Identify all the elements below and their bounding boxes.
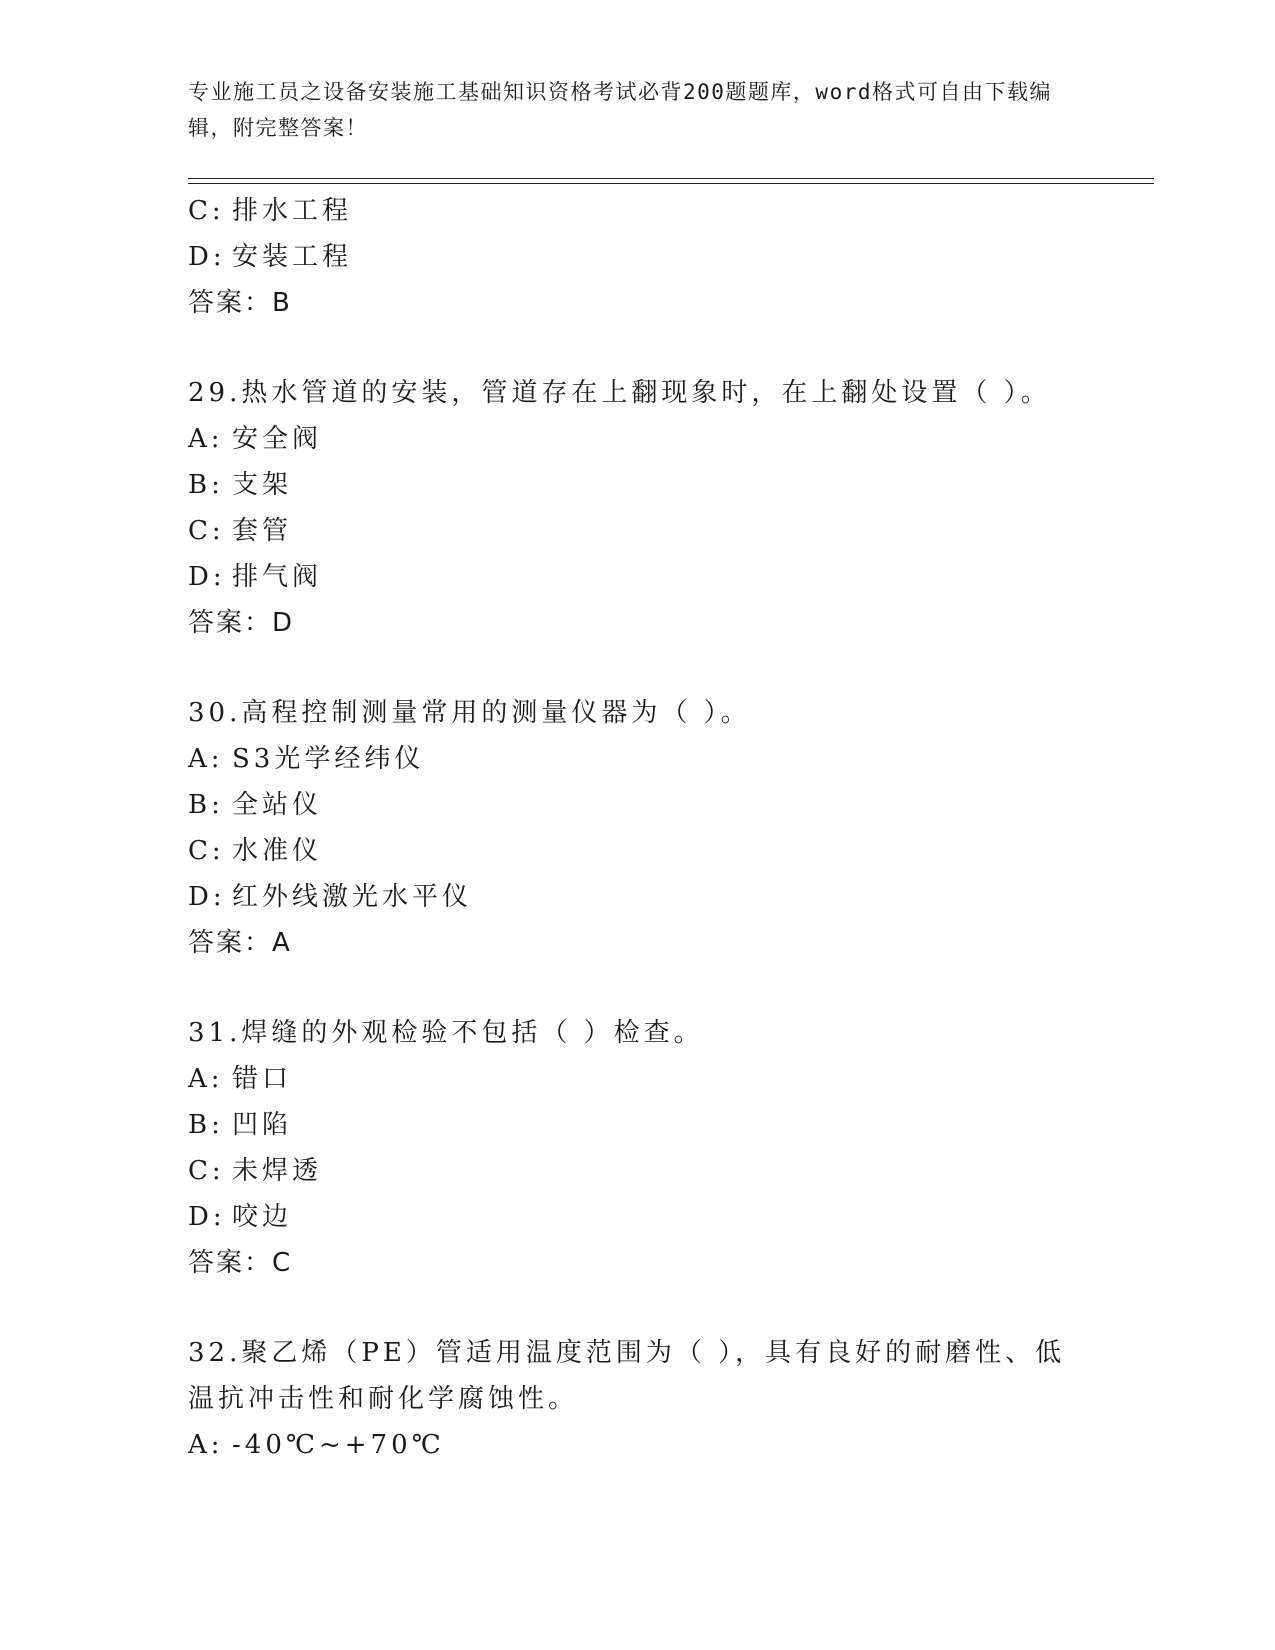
question-list <box>188 188 1088 1468</box>
option-label: A: <box>188 1430 224 1460</box>
option-text: 水准仪 <box>232 836 323 866</box>
option-text: 安装工程 <box>232 242 353 272</box>
option-text: 咬边 <box>232 1202 293 1232</box>
option-a <box>188 736 1088 782</box>
option-text: 安全阀 <box>232 424 323 454</box>
option-text: 红外线激光水平仪 <box>232 882 473 912</box>
option-label: C: <box>188 1156 225 1186</box>
option-text: 全站仪 <box>232 790 323 820</box>
option-c <box>188 1148 1088 1194</box>
option-a <box>188 1422 1088 1468</box>
question-29-stem: 29.热水管道的安装，管道存在上翻现象时，在上翻处设置（ ）。 <box>188 378 1051 408</box>
option-c <box>188 508 1088 554</box>
header-divider-top <box>188 178 1154 179</box>
option-c <box>188 828 1088 874</box>
option-label: D: <box>188 562 226 592</box>
option-text: 排气阀 <box>232 562 323 592</box>
option-label: A: <box>188 744 224 774</box>
option-a <box>188 1056 1088 1102</box>
question-30-stem: 30.高程控制测量常用的测量仪器为（ ）。 <box>188 698 751 728</box>
option-c <box>188 188 1088 234</box>
question-32-stem: 32.聚乙烯（PE）管适用温度范围为（ ），具有良好的耐磨性、低温抗冲击性和耐化学腐蚀性。 <box>188 1338 1066 1414</box>
option-text: 错口 <box>232 1064 293 1094</box>
answer-line: 答案：A <box>188 928 292 958</box>
option-text: 支架 <box>232 470 293 500</box>
option-label: A: <box>188 1064 224 1094</box>
option-b <box>188 462 1088 508</box>
option-label: C: <box>188 196 225 226</box>
header-divider-bottom <box>188 183 1154 184</box>
answer-line: 答案：B <box>188 288 292 318</box>
option-text: 凹陷 <box>232 1110 293 1140</box>
question-31-stem: 31.焊缝的外观检验不包括（ ）检查。 <box>188 1018 704 1048</box>
option-label: B: <box>188 790 224 820</box>
option-label: A: <box>188 424 224 454</box>
option-text: S3光学经纬仪 <box>232 744 425 774</box>
option-d <box>188 874 1088 920</box>
option-d <box>188 554 1088 600</box>
option-text: 排水工程 <box>232 196 353 226</box>
option-a <box>188 416 1088 462</box>
option-text: 套管 <box>232 516 293 546</box>
option-label: D: <box>188 882 226 912</box>
option-label: D: <box>188 1202 226 1232</box>
answer-line: 答案：D <box>188 608 295 638</box>
option-d <box>188 1194 1088 1240</box>
option-label: D: <box>188 242 226 272</box>
option-text: -40℃~+70℃ <box>232 1430 445 1460</box>
option-b <box>188 782 1088 828</box>
option-label: B: <box>188 1110 224 1140</box>
option-label: C: <box>188 836 225 866</box>
option-label: B: <box>188 470 224 500</box>
option-d <box>188 234 1088 280</box>
option-b <box>188 1102 1088 1148</box>
answer-line: 答案：C <box>188 1248 293 1278</box>
option-text: 未焊透 <box>232 1156 323 1186</box>
document-header: 专业施工员之设备安装施工基础知识资格考试必背200题题库，word格式可自由下载编辑，附完整答案！ <box>188 80 1052 140</box>
option-label: C: <box>188 516 225 546</box>
